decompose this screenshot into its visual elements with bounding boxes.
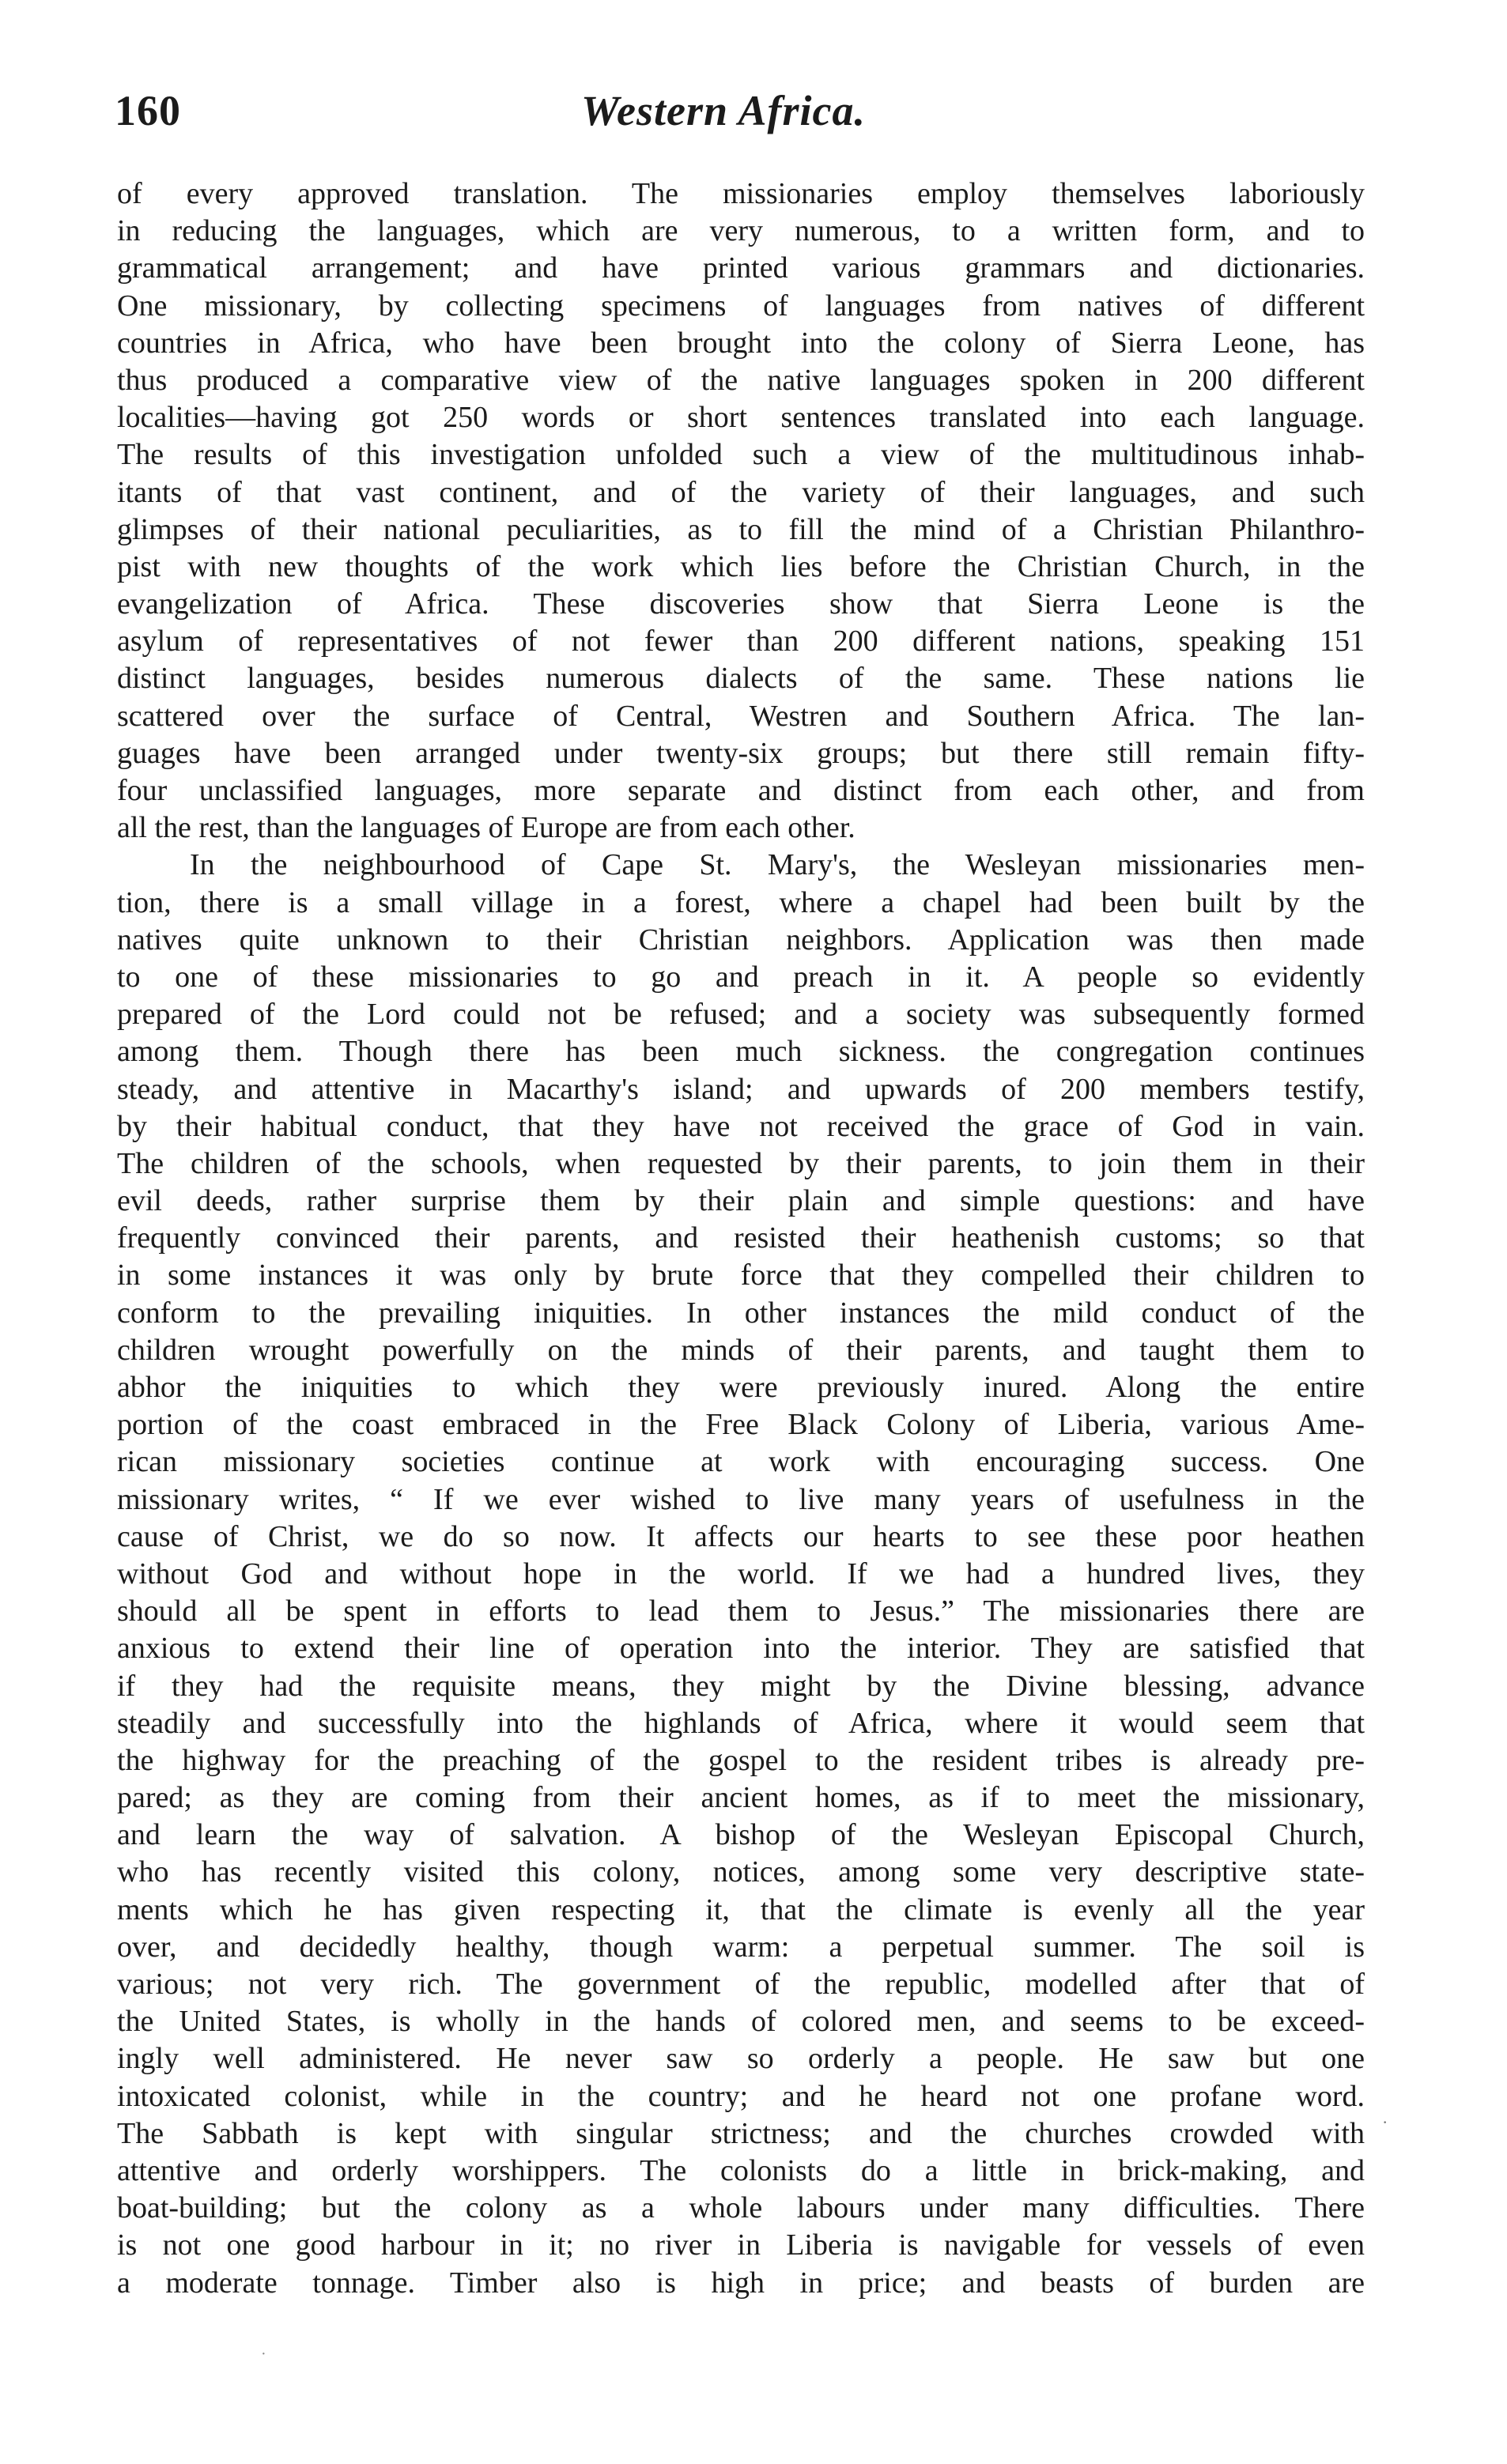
- text-line: in reducing the languages, which are very numerous, to a written form, and to: [117, 214, 1365, 248]
- text-line: the highway for the preaching of the gospel to the resident tribes is already pre-: [117, 1743, 1365, 1777]
- text-line: scattered over the surface of Central, Westren and Southern Africa. The lan-: [117, 699, 1365, 733]
- text-line: portion of the coast embraced in the Free Black Colony of Liberia, various Ame-: [117, 1408, 1365, 1442]
- text-line: over, and decidedly healthy, though warm: a perpetual summer. The soil is: [117, 1930, 1365, 1964]
- text-line: attentive and orderly worshippers. The colonists do a little in brick-making, and: [117, 2153, 1365, 2187]
- text-line: pist with new thoughts of the work which lies before the Christian Church, in the: [117, 549, 1365, 583]
- scan-speck: ·: [1382, 2112, 1388, 2132]
- paragraph-2: [117, 847, 1365, 2301]
- text-line: of every approved translation. The missionaries employ themselves laboriously: [117, 177, 1365, 210]
- text-line: frequently convinced their parents, and resisted their heathenish customs; so that: [117, 1221, 1365, 1255]
- text-line: all the rest, than the languages of Europe are from each other.: [117, 811, 855, 845]
- text-line: In the neighbourhood of Cape St. Mary's, the Wesleyan missionaries men-: [190, 848, 1365, 882]
- text-line: The results of this investigation unfolded such a view of the multitudinous inhab-: [117, 438, 1365, 472]
- text-line: in some instances it was only by brute force that they compelled their children to: [117, 1258, 1365, 1292]
- paragraph-1: [117, 175, 1365, 847]
- text-line: One missionary, by collecting specimens of languages from natives of different: [117, 289, 1365, 323]
- text-line: tion, there is a small village in a forest, where a chapel had been built by the: [117, 885, 1365, 919]
- text-line: boat-building; but the colony as a whole labours under many difficulties. There: [117, 2191, 1365, 2225]
- text-line: the United States, is wholly in the hands of colored men, and seems to be exceed-: [117, 2005, 1365, 2039]
- text-line: without God and without hope in the world. If we had a hundred lives, they: [117, 1557, 1365, 1590]
- text-line: prepared of the Lord could not be refused; and a society was subsequently formed: [117, 998, 1365, 1032]
- text-line: guages have been arranged under twenty-six groups; but there still remain fifty-: [117, 736, 1365, 770]
- text-line: evangelization of Africa. These discoveries show that Sierra Leone is the: [117, 587, 1365, 621]
- text-line: asylum of representatives of not fewer than 200 different nations, speaking 151: [117, 624, 1365, 658]
- text-line: by their habitual conduct, that they have not received the grace of God in vain.: [117, 1109, 1365, 1143]
- page-header: [115, 79, 1380, 150]
- text-line: countries in Africa, who have been brought into the colony of Sierra Leone, has: [117, 326, 1365, 360]
- text-line: grammatical arrangement; and have printed various grammars and dictionaries.: [117, 251, 1365, 285]
- text-line: various; not very rich. The government of the republic, modelled after that of: [117, 1968, 1365, 2001]
- text-line: natives quite unknown to their Christian neighbors. Application was then made: [117, 923, 1365, 957]
- text-line: if they had the requisite means, they might by the Divine blessing, advance: [117, 1669, 1365, 1703]
- body-text: [117, 175, 1365, 2302]
- text-line: rican missionary societies continue at work with encouraging success. One: [117, 1445, 1365, 1479]
- text-line: children wrought powerfully on the minds of their parents, and taught them to: [117, 1333, 1365, 1367]
- text-line: ments which he has given respecting it, that the climate is evenly all the year: [117, 1892, 1365, 1926]
- text-line: steady, and attentive in Macarthy's island; and upwards of 200 members testify,: [117, 1072, 1365, 1106]
- text-line: The Sabbath is kept with singular strictness; and the churches crowded with: [117, 2116, 1365, 2150]
- text-line: localities—having got 250 words or short sentences translated into each language.: [117, 401, 1365, 435]
- page-number: 160: [115, 87, 181, 134]
- text-line: abhor the iniquities to which they were previously inured. Along the entire: [117, 1371, 1365, 1404]
- text-line: itants of that vast continent, and of the variety of their languages, and such: [117, 475, 1365, 509]
- text-line: thus produced a comparative view of the native languages spoken in 200 different: [117, 363, 1365, 397]
- text-line: a moderate tonnage. Timber also is high in price; and beasts of burden are: [117, 2266, 1365, 2300]
- text-line: The children of the schools, when requested by their parents, to join them in their: [117, 1146, 1365, 1180]
- scan-speck: ·: [261, 2345, 266, 2363]
- text-line: to one of these missionaries to go and preach in it. A people so evidently: [117, 960, 1365, 994]
- text-line: should all be spent in efforts to lead them to Jesus.” The missionaries there are: [117, 1594, 1365, 1628]
- text-line: distinct languages, besides numerous dialects of the same. These nations lie: [117, 662, 1365, 696]
- text-line: four unclassified languages, more separate and distinct from each other, and from: [117, 774, 1365, 807]
- text-line: missionary writes, “ If we ever wished to live many years of usefulness in the: [117, 1482, 1365, 1516]
- text-line: among them. Though there has been much sickness. the congregation continues: [117, 1035, 1365, 1069]
- text-line: cause of Christ, we do so now. It affects our hearts to see these poor heathen: [117, 1519, 1365, 1553]
- text-line: steadily and successfully into the highlands of Africa, where it would seem that: [117, 1706, 1365, 1740]
- text-line: who has recently visited this colony, notices, among some very descriptive state-: [117, 1855, 1365, 1889]
- text-line: is not one good harbour in it; no river in Liberia is navigable for vessels of even: [117, 2228, 1365, 2262]
- running-title: Western Africa.: [581, 87, 866, 134]
- text-line: evil deeds, rather surprise them by their plain and simple questions: and have: [117, 1184, 1365, 1218]
- text-line: conform to the prevailing iniquities. In other instances the mild conduct of the: [117, 1296, 1365, 1330]
- text-line: pared; as they are coming from their ancient homes, as if to meet the missionary,: [117, 1781, 1365, 1815]
- text-line: and learn the way of salvation. A bishop of the Wesleyan Episcopal Church,: [117, 1818, 1365, 1852]
- text-line: intoxicated colonist, while in the country; and he heard not one profane word.: [117, 2079, 1365, 2113]
- text-line: anxious to extend their line of operation into the interior. They are satisfied that: [117, 1632, 1365, 1666]
- text-line: glimpses of their national peculiarities, as to fill the mind of a Christian Philanthro-: [117, 512, 1365, 546]
- text-line: ingly well administered. He never saw so orderly a people. He saw but one: [117, 2042, 1365, 2076]
